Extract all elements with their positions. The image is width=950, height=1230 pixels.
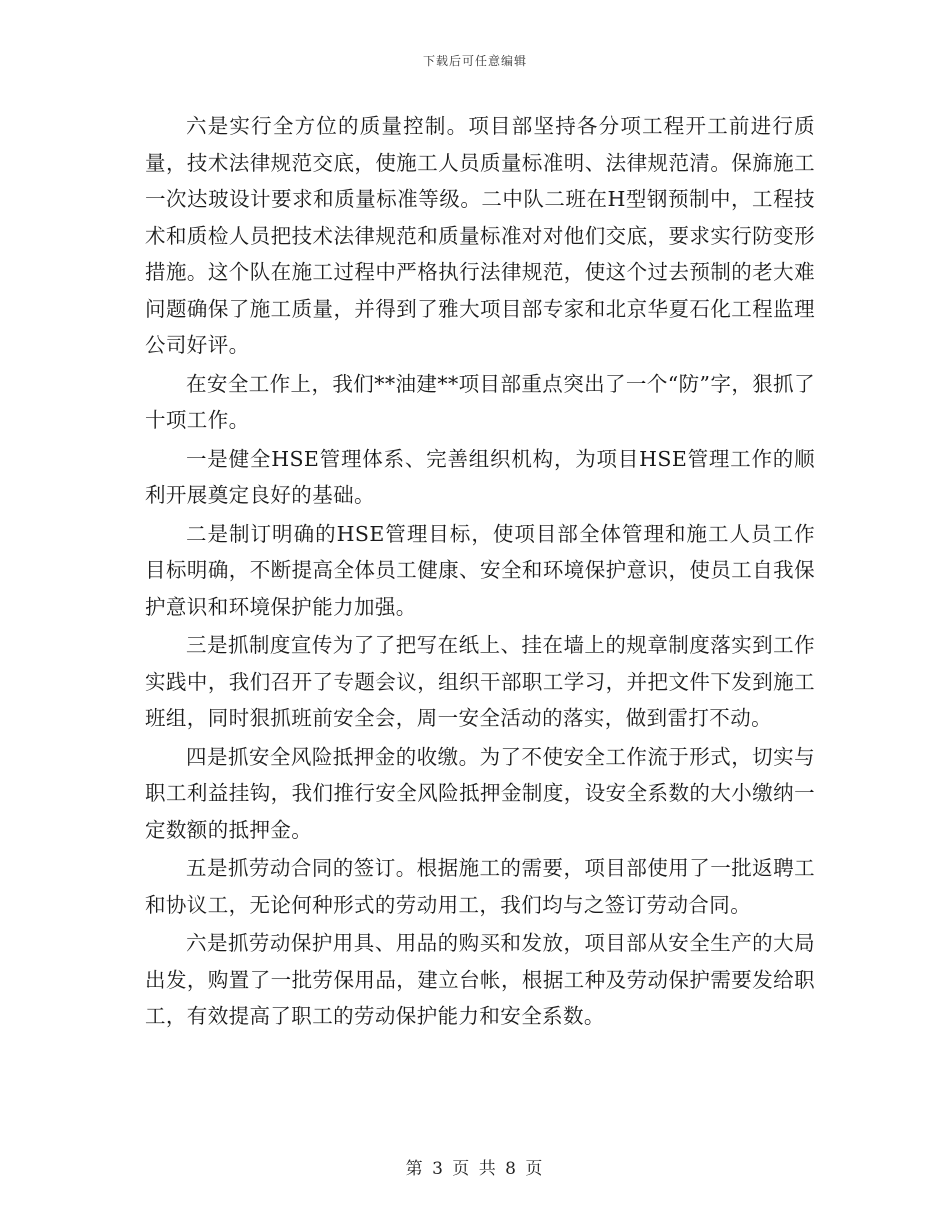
paragraph-safety-intro: 在安全工作上，我们**油建**项目部重点突出了一个“防”字，狠抓了十项工作。 bbox=[145, 371, 815, 432]
paragraph-risk-deposit: 四是抓安全风险抵押金的收缴。为了不使安全工作流于形式，切实与职工利益挂钩，我们推行安全风险抵押金制度，设安全系数的大小缴纳一定数额的抵押金。 bbox=[145, 744, 815, 842]
paragraph-quality-control: 六是实行全方位的质量控制。项目部坚持各分项工程开工前进行质量，技术法律规范交底，使施工人员质量标准明、法律规范清。保旆施工一次达玻设计要求和质量标准等级。二中队二班在H型钢预制中，工程技术和质检人员把技术法律规范和质量标准对对他们交底，要求实行防变形措施。这个队在施工过程中严格执行法律规范，使这个过去预制的老大难问题确保了施工质量，并得到了雅大项目部专家和北京华夏石化工程监理公司好评。 bbox=[145, 114, 815, 357]
page-header: 下载后可任意编辑 bbox=[422, 54, 527, 68]
paragraph-labor-contract: 五是抓劳动合同的签订。根据施工的需要，项目部使用了一批返聘工和协议工，无论何种形式的劳动用工，我们均与之签订劳动合同。 bbox=[145, 856, 815, 917]
document-body bbox=[145, 108, 815, 1037]
page-number-text: 第 3 页 共 8 页 bbox=[405, 1159, 545, 1179]
paragraph-protective-equipment: 六是抓劳动保护用具、用品的购买和发放，项目部从安全生产的大局出发，购置了一批劳保用品，建立台帐，根据工种及劳动保护需要发给职工，有效提高了职工的劳动保护能力和安全系数。 bbox=[145, 931, 815, 1028]
paragraph-hse-goals: 二是制订明确的HSE管理目标，使项目部全体管理和施工人员工作目标明确，不断提高全体员工健康、安全和环境保护意识，使员工自我保护意识和环境保护能力加强。 bbox=[145, 521, 815, 619]
paragraph-regulation-publicity: 三是抓制度宣传为了了把写在纸上、挂在墙上的规章制度落实到工作实践中，我们召开了专题会议，组织干部职工学习，并把文件下发到施工班组，同时狠抓班前安全会，周一安全活动的落实，做到雷打不动。 bbox=[145, 633, 815, 730]
page-number-footer bbox=[0, 1154, 950, 1179]
paragraph-hse-system: 一是健全HSE管理体系、完善组织机构，为项目HSE管理工作的顺利开展奠定良好的基础。 bbox=[145, 446, 815, 507]
